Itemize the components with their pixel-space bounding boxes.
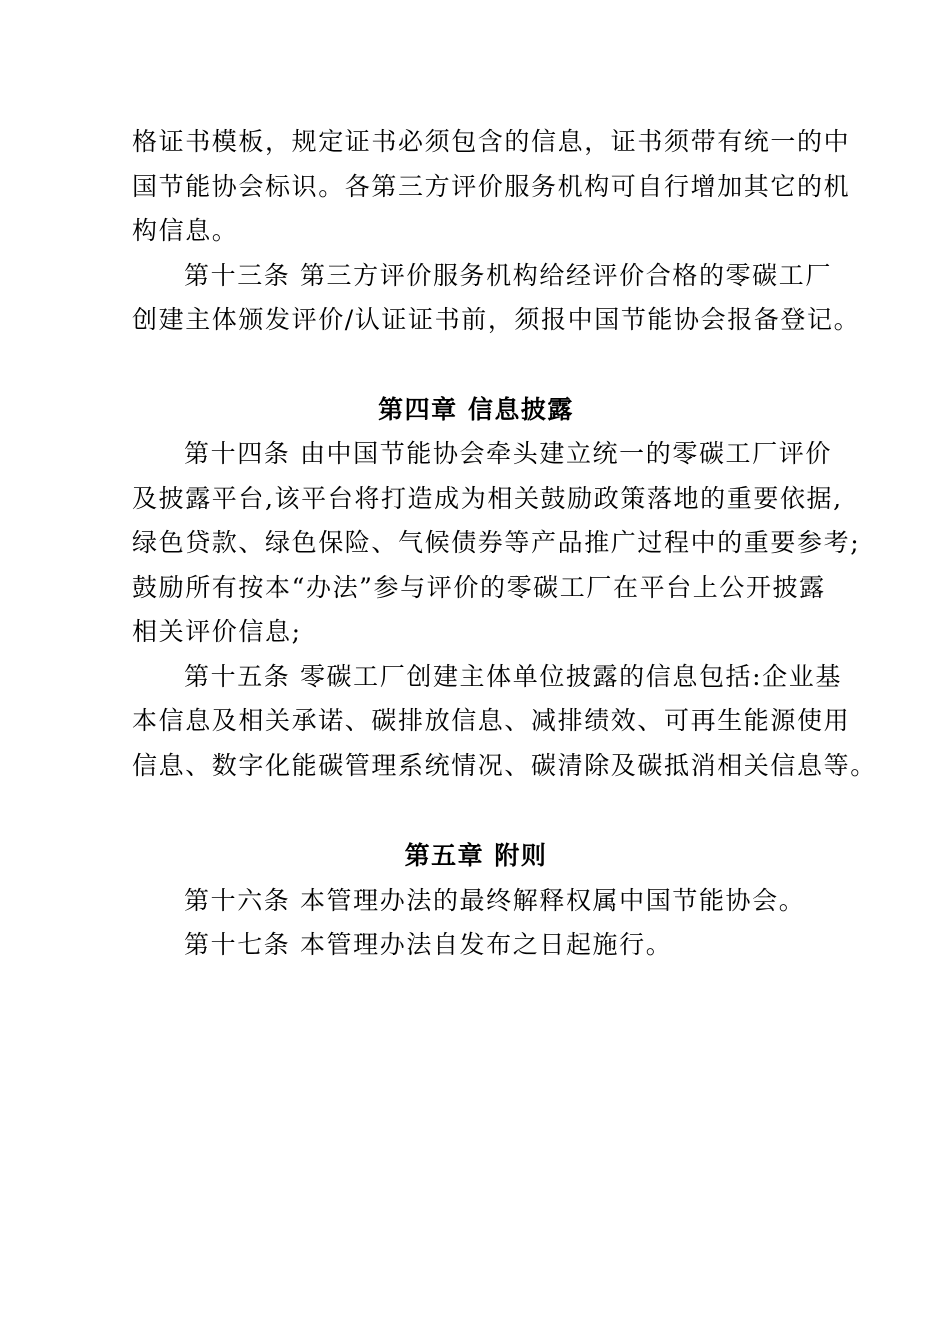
article-13-line-2: 创建主体颁发评价/认证证书前，须报中国节能协会报备登记。	[132, 305, 861, 334]
article-13-line-1: 第十三条 第三方评价服务机构给经评价合格的零碳工厂	[184, 261, 832, 290]
article-15-line-2: 本信息及相关承诺、碳排放信息、减排绩效、可再生能源使用	[132, 706, 851, 735]
continuation-line-3: 构信息。	[132, 216, 239, 245]
article-15-line-3: 信息、数字化能碳管理系统情况、碳清除及碳抵消相关信息等。	[132, 751, 877, 780]
article-14-line-2: 及披露平台,该平台将打造成为相关鼓励政策落地的重要依据,	[132, 484, 843, 513]
article-16-line: 第十六条 本管理办法的最终解释权属中国节能协会。	[184, 886, 806, 915]
continuation-line-1: 格证书模板，规定证书必须包含的信息，证书须带有统一的中	[132, 127, 851, 156]
article-14-line-1: 第十四条 由中国节能协会牵头建立统一的零碳工厂评价	[184, 439, 832, 468]
chapter-4-title: 第四章 信息披露	[378, 395, 574, 424]
article-17-line: 第十七条 本管理办法自发布之日起施行。	[184, 930, 673, 959]
article-14-line-5: 相关评价信息;	[132, 617, 302, 646]
chapter-5-title: 第五章 附则	[404, 841, 548, 870]
article-14-line-3: 绿色贷款、绿色保险、气候债券等产品推广过程中的重要参考;	[132, 528, 861, 557]
article-15-line-1: 第十五条 零碳工厂创建主体单位披露的信息包括:企业基	[184, 662, 842, 691]
article-14-line-4: 鼓励所有按本“办法”参与评价的零碳工厂在平台上公开披露	[132, 573, 826, 602]
continuation-line-2: 国节能协会标识。各第三方评价服务机构可自行增加其它的机	[132, 172, 851, 201]
